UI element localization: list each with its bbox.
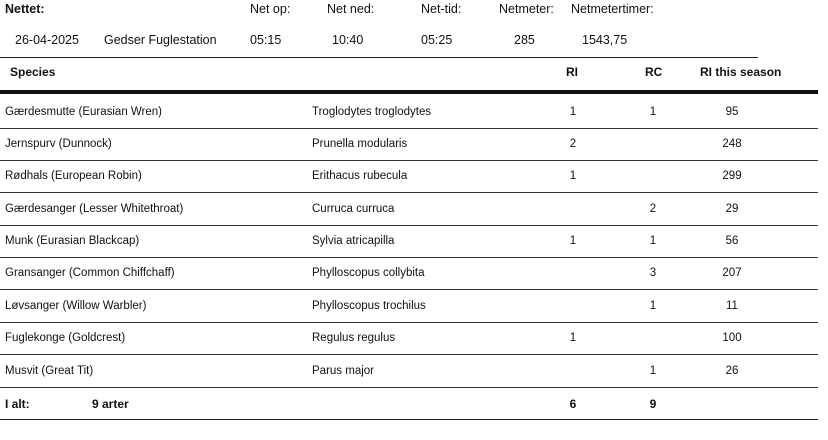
net-label: Nettet: <box>5 2 45 16</box>
common-name: Løvsanger (Willow Warbler) <box>5 300 147 312</box>
net-ned-value: 10:40 <box>332 33 364 47</box>
date-value: 26-04-2025 <box>15 33 79 47</box>
scientific-name: Troglodytes troglodytes <box>312 106 432 118</box>
table-row <box>0 194 818 226</box>
common-name: Musvit (Great Tit) <box>5 365 94 377</box>
header-divider <box>0 57 758 58</box>
season-value: 56 <box>725 235 739 247</box>
row-divider <box>0 387 818 388</box>
total-rc: 9 <box>649 397 657 411</box>
netmeter-value: 285 <box>514 33 535 47</box>
table-row <box>0 129 818 161</box>
table-row <box>0 226 818 258</box>
season-value: 248 <box>722 138 742 150</box>
table-row <box>0 97 818 129</box>
common-name: Rødhals (European Robin) <box>5 170 142 182</box>
scientific-name: Erithacus rubecula <box>312 170 408 182</box>
rc-value: 1 <box>649 300 657 312</box>
ri-value: 1 <box>569 170 577 182</box>
table-row <box>0 291 818 323</box>
col-rc: RC <box>645 65 663 79</box>
common-name: Jernspurv (Dunnock) <box>5 138 112 150</box>
scientific-name: Phylloscopus collybita <box>312 267 425 279</box>
rc-value: 2 <box>649 203 657 215</box>
netmeter-label: Netmeter: <box>499 2 554 16</box>
rc-value: 3 <box>649 267 657 279</box>
netmetertimer-label: Netmetertimer: <box>571 2 654 16</box>
netmetertimer-value: 1543,75 <box>582 33 628 47</box>
table-row <box>0 323 818 355</box>
table-row <box>0 161 818 193</box>
common-name: Munk (Eurasian Blackcap) <box>5 235 140 247</box>
total-label: I alt: <box>5 397 30 411</box>
ri-value: 1 <box>569 106 577 118</box>
col-ri: RI <box>566 65 578 79</box>
ri-value: 1 <box>569 332 577 344</box>
scientific-name: Curruca curruca <box>312 203 395 215</box>
season-value: 29 <box>725 203 739 215</box>
column-header-divider <box>0 90 818 94</box>
scientific-name: Sylvia atricapilla <box>312 235 395 247</box>
row-divider <box>0 354 818 355</box>
season-value: 26 <box>725 365 739 377</box>
net-tid-label: Net-tid: <box>421 2 462 16</box>
table-row <box>0 258 818 290</box>
table-row <box>0 356 818 388</box>
ri-value: 2 <box>569 138 577 150</box>
season-value: 299 <box>722 170 742 182</box>
season-value: 11 <box>726 300 738 312</box>
common-name: Gransanger (Common Chiffchaff) <box>5 267 175 279</box>
scientific-name: Parus major <box>312 365 374 377</box>
ri-value: 1 <box>569 235 577 247</box>
row-divider <box>0 192 818 193</box>
common-name: Gærdesmutte (Eurasian Wren) <box>5 106 163 118</box>
net-op-label: Net op: <box>250 2 291 16</box>
common-name: Fuglekonge (Goldcrest) <box>5 332 126 344</box>
scientific-name: Prunella modularis <box>312 138 408 150</box>
rc-value: 1 <box>649 106 657 118</box>
scientific-name: Regulus regulus <box>312 332 396 344</box>
station-value: Gedser Fuglestation <box>104 33 217 47</box>
row-divider <box>0 289 818 290</box>
col-species: Species <box>10 65 56 79</box>
net-op-value: 05:15 <box>250 33 282 47</box>
col-ri-this-season: RI this season <box>700 65 782 79</box>
total-species-count: 9 arter <box>92 397 129 411</box>
common-name: Gærdesanger (Lesser Whitethroat) <box>5 203 184 215</box>
season-value: 95 <box>725 106 739 118</box>
season-value: 100 <box>722 332 742 344</box>
scientific-name: Phylloscopus trochilus <box>312 300 426 312</box>
net-ned-label: Net ned: <box>327 2 375 16</box>
rc-value: 1 <box>649 235 657 247</box>
season-value: 207 <box>722 267 742 279</box>
net-tid-value: 05:25 <box>421 33 453 47</box>
rc-value: 1 <box>649 365 657 377</box>
footer-divider <box>0 419 818 420</box>
total-ri: 6 <box>569 397 577 411</box>
